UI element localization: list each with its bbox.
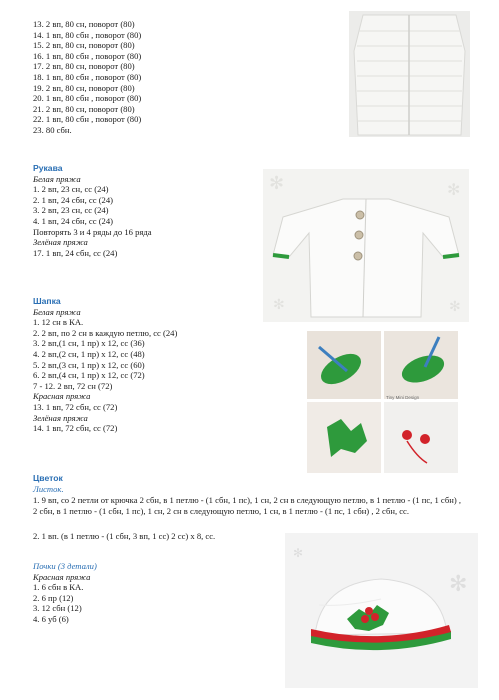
sleeves-title: Рукава (33, 163, 63, 173)
pattern-row: 15. 2 вп, 80 сн, поворот (80) (33, 40, 135, 51)
leaf-label: Листок. (33, 483, 64, 494)
svg-text:✻: ✻ (269, 173, 285, 194)
flower-section (33, 473, 64, 494)
cardigan-body-photo (349, 11, 470, 137)
pattern-row: 20. 1 вп, 80 сбн , поворот (80) (33, 93, 142, 104)
pattern-row: 3. 12 сбн (12) (33, 603, 82, 614)
hat-photo (285, 533, 478, 688)
pattern-row: 5. 2 вп,(3 сн, 1 пр) х 12, сс (60) (33, 359, 145, 370)
green-yarn-label: Зелёная пряжа (33, 237, 88, 248)
pattern-row: 23. 80 сбн. (33, 124, 72, 135)
green-yarn-label: Зелёная пряжа (33, 412, 88, 423)
pattern-row: 4. 1 вп, 24 сбн, сс (24) (33, 215, 114, 226)
leaf-process-collage (307, 331, 458, 473)
pattern-row: 2. 1 вп, 24 сбн, сс (24) (33, 194, 114, 205)
pattern-row: 3. 2 вп, 23 сн, сс (24) (33, 205, 109, 216)
pattern-row: 17. 1 вп, 24 сбн, сс (24) (33, 247, 118, 258)
cardigan-photo (263, 169, 469, 322)
svg-text:✻: ✻ (293, 546, 304, 560)
body-rows (33, 19, 141, 136)
red-yarn-label: Красная пряжа (33, 391, 91, 402)
red-yarn-label: Красная пряжа (33, 571, 91, 582)
pattern-row: 1. 12 сн в КА. (33, 317, 84, 328)
pattern-row: 6. 2 вп,(4 сн, 1 пр) х 12, сс (72) (33, 370, 145, 381)
pattern-row: 16. 1 вп, 80 сбн , поворот (80) (33, 50, 142, 61)
pattern-row: 13. 2 вп, 80 сн, поворот (80) (33, 19, 135, 29)
svg-text:✻: ✻ (273, 297, 285, 313)
white-yarn-label: Белая пряжа (33, 306, 81, 317)
pattern-row: 1. 6 сбн в КА. (33, 582, 84, 593)
pattern-row: 19. 2 вп, 80 сн, поворот (80) (33, 82, 135, 93)
pattern-row: 7 - 12. 2 вп, 72 сн (72) (33, 380, 113, 391)
buds-section (33, 561, 97, 625)
svg-text:✻: ✻ (449, 299, 461, 315)
pattern-row: 22. 1 вп, 80 сбн , поворот (80) (33, 114, 142, 125)
white-yarn-label: Белая пряжа (33, 173, 81, 184)
hat-section (33, 296, 177, 434)
pattern-row: 4. 6 уб (6) (33, 613, 69, 624)
hat-title: Шапка (33, 296, 61, 306)
pattern-row: 2. 2 вп, по 2 сн в каждую петлю, сс (24) (33, 327, 178, 338)
pattern-row: 17. 2 вп, 80 сн, поворот (80) (33, 61, 135, 72)
pattern-row: 13. 1 вп, 72 сбн, сс (72) (33, 401, 118, 412)
pattern-row: Повторять 3 и 4 ряды до 16 ряда (33, 226, 152, 237)
buds-label: Почки (3 детали) (33, 561, 97, 571)
svg-text:✻: ✻ (447, 180, 461, 199)
pattern-row: 4. 2 вп,(2 сн, 1 пр) х 12, сс (48) (33, 348, 145, 359)
pattern-row: 21. 2 вп, 80 сн, поворот (80) (33, 103, 135, 114)
pattern-row: 14. 1 вп, 72 сбн, сс (72) (33, 423, 118, 434)
watermark-text: Tiny Mini Design (386, 395, 420, 400)
pattern-row: 1. 2 вп, 23 сн, сс (24) (33, 184, 109, 195)
pattern-row: 14. 1 вп, 80 сбн , поворот (80) (33, 29, 142, 40)
pattern-row: 18. 1 вп, 80 сбн , поворот (80) (33, 71, 142, 82)
leaf-row-1: 1. 9 вп, со 2 петли от крючка 2 сбн, в 1 петлю - (1 сбн, 1 пс), 1 сн, 2 сн в следующую петлю, в 1 петлю - (1 пс, 1 сбн) , 2 сбн, в 1 петлю - (1 сбн, 1 пс), 1 сн, 2 сн в следующую петлю, 1 сн, в 1 петлю - (1 пс, 1 сбн) , 2 сбн, сс. (33, 495, 461, 516)
pattern-row: 2. 6 пр (12) (33, 592, 74, 603)
svg-text:✻: ✻ (449, 572, 468, 597)
leaf-row-2: 2. 1 вп. (в 1 петлю - (1 сбн, 3 вп, 1 сс) 2 сс) х 8, сс. (33, 531, 216, 541)
sleeves-section (33, 163, 152, 258)
flower-title: Цветок (33, 473, 63, 483)
pattern-row: 3. 2 вп,(1 сн, 1 пр) х 12, сс (36) (33, 338, 145, 349)
